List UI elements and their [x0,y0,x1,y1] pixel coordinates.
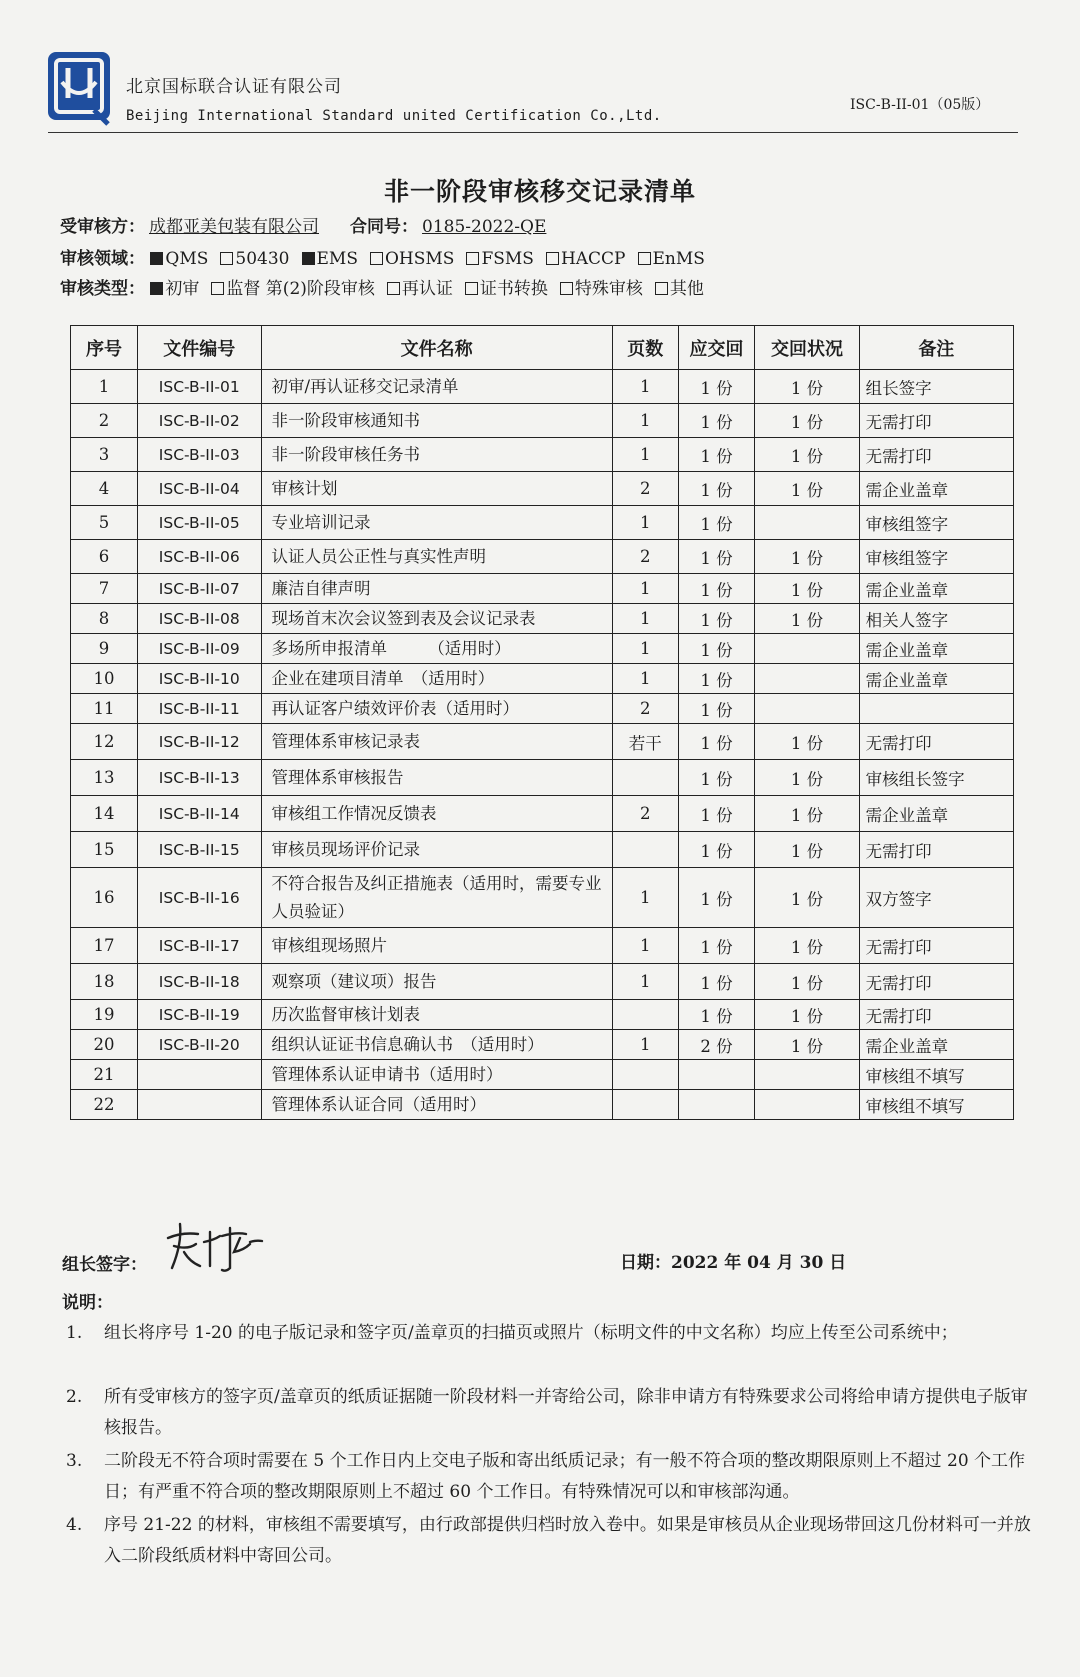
cell-remarks: 组长签字 [859,370,1013,404]
cell-returned [755,664,859,694]
cell-remarks: 审核组不填写 [859,1090,1013,1120]
audit-field-option-label: EnMS [652,249,705,269]
leader-signature-label: 组长签字： [62,1255,147,1275]
cell-seq: 6 [71,540,138,574]
cell-due: 1 份 [678,506,755,540]
audit-type-line [60,274,716,299]
cell-file-name: 非一阶段审核任务书 [261,438,612,472]
cell-due: 2 份 [678,1030,755,1060]
table-row [71,796,1014,832]
cell-file-name: 组织认证证书信息确认书 （适用时） [261,1030,612,1060]
header-due: 应交回 [678,326,755,370]
cell-remarks: 审核组不填写 [859,1060,1013,1090]
audit-field-option [150,249,208,269]
cell-remarks: 需企业盖章 [859,1030,1013,1060]
audit-type-option [387,279,453,299]
table-row [71,438,1014,472]
cell-seq: 8 [71,604,138,634]
cell-remarks: 审核组签字 [859,506,1013,540]
cell-remarks: 无需打印 [859,404,1013,438]
audit-field-option-label: HACCP [560,249,626,269]
cell-file-code: ISC-B-II-08 [138,604,261,634]
cell-remarks: 审核组签字 [859,540,1013,574]
note-number: 2. [66,1387,83,1407]
cell-file-code: ISC-B-II-01 [138,370,261,404]
company-name-cn: 北京国标联合认证有限公司 [126,77,342,97]
cell-file-code [138,1060,261,1090]
contract-value: 0185-2022-QE [422,217,547,237]
note-item [66,1446,1036,1508]
cell-returned [755,506,859,540]
auditee-value: 成都亚美包装有限公司 [149,217,319,237]
table-row [71,604,1014,634]
cell-seq: 20 [71,1030,138,1060]
cell-file-code: ISC-B-II-02 [138,404,261,438]
cell-remarks: 无需打印 [859,928,1013,964]
cell-file-name: 审核组工作情况反馈表 [261,796,612,832]
cell-returned [755,1060,859,1090]
cell-returned: 1 份 [755,574,859,604]
cell-file-code: ISC-B-II-09 [138,634,261,664]
audit-field-option [302,249,358,269]
unchecked-box-icon [370,252,383,265]
cell-file-name: 专业培训记录 [261,506,612,540]
audit-type-option [150,279,199,299]
cell-file-name: 管理体系审核报告 [261,760,612,796]
cell-pages [612,760,678,796]
table-row [71,506,1014,540]
cell-file-name: 初审/再认证移交记录清单 [261,370,612,404]
cell-file-code: ISC-B-II-05 [138,506,261,540]
unchecked-box-icon [211,282,224,295]
cell-due: 1 份 [678,1000,755,1030]
cell-remarks: 无需打印 [859,1000,1013,1030]
cell-due: 1 份 [678,540,755,574]
cell-pages: 1 [612,928,678,964]
document-title: 非一阶段审核移交记录清单 [383,177,696,206]
auditee-line [60,212,550,237]
table-row [71,928,1014,964]
cell-file-code: ISC-B-II-03 [138,438,261,472]
cell-seq: 16 [71,868,138,928]
cell-file-name: 现场首末次会议签到表及会议记录表 [261,604,612,634]
cell-file-name: 管理体系认证申请书（适用时） [261,1060,612,1090]
note-number: 3. [66,1451,83,1471]
cell-remarks: 需企业盖章 [859,472,1013,506]
table-row [71,404,1014,438]
cell-due: 1 份 [678,796,755,832]
unchecked-box-icon [546,252,559,265]
cell-seq: 12 [71,724,138,760]
cell-pages: 1 [612,574,678,604]
cell-remarks: 双方签字 [859,868,1013,928]
cell-returned: 1 份 [755,1000,859,1030]
audit-field-option [370,249,454,269]
table-row [71,1060,1014,1090]
note-item [66,1318,1036,1349]
audit-type-option-label: 证书转换 [479,279,548,299]
audit-field-option [220,249,289,269]
cell-seq: 10 [71,664,138,694]
cell-seq: 7 [71,574,138,604]
notes-title: 说明： [62,1293,113,1313]
company-logo [46,50,116,128]
cell-returned: 1 份 [755,832,859,868]
note-text: 二阶段无不符合项时需要在 5 个工作日内上交电子版和寄出纸质记录；有一般不符合项的整改期限原则上不超过 20 个工作日；有严重不符合项的整改期限原则上不超过 60 个工作日。有特殊情况可以和审核部沟通。 [104,1451,1026,1502]
cell-due: 1 份 [678,760,755,796]
cell-due: 1 份 [678,370,755,404]
cell-seq: 4 [71,472,138,506]
cell-remarks: 无需打印 [859,832,1013,868]
unchecked-box-icon [220,252,233,265]
audit-field-options [150,249,717,269]
audit-type-options [150,279,715,299]
cell-file-code: ISC-B-II-15 [138,832,261,868]
cell-remarks: 审核组长签字 [859,760,1013,796]
cell-remarks: 无需打印 [859,724,1013,760]
cell-pages: 1 [612,664,678,694]
note-text: 所有受审核方的签字页/盖章页的纸质证据随一阶段材料一并寄给公司，除非申请方有特殊要求公司将给申请方提供电子版审核报告。 [104,1387,1028,1438]
cell-seq: 3 [71,438,138,472]
table-row [71,832,1014,868]
cell-file-name: 审核组现场照片 [261,928,612,964]
audit-type-option [655,279,704,299]
cell-returned: 1 份 [755,604,859,634]
table-body [71,370,1014,1120]
cell-due [678,1090,755,1120]
cell-remarks: 需企业盖章 [859,574,1013,604]
table-row [71,1000,1014,1030]
cell-pages: 2 [612,694,678,724]
cell-seq: 13 [71,760,138,796]
cell-due: 1 份 [678,472,755,506]
cell-returned: 1 份 [755,438,859,472]
cell-seq: 9 [71,634,138,664]
records-table [70,325,1014,1120]
cell-pages: 1 [612,438,678,472]
table-row [71,964,1014,1000]
note-number: 4. [66,1515,83,1535]
cell-file-code: ISC-B-II-16 [138,868,261,928]
table-row [71,868,1014,928]
cell-file-code: ISC-B-II-18 [138,964,261,1000]
unchecked-box-icon [638,252,651,265]
unchecked-box-icon [655,282,668,295]
cell-due: 1 份 [678,868,755,928]
table-row [71,1090,1014,1120]
table-header-row [71,326,1014,370]
cell-returned: 1 份 [755,796,859,832]
header-remarks: 备注 [859,326,1013,370]
cell-file-name: 管理体系审核记录表 [261,724,612,760]
cell-returned: 1 份 [755,964,859,1000]
auditee-label: 受审核方： [60,217,145,237]
cell-pages: 1 [612,634,678,664]
header-pages: 页数 [612,326,678,370]
cell-due [678,1060,755,1090]
audit-field-option [638,249,705,269]
table-row [71,634,1014,664]
cell-seq: 5 [71,506,138,540]
date-line: 日期：2022 年 04 月 30 日 [620,1253,847,1273]
audit-type-option-label: 特殊审核 [574,279,643,299]
audit-field-label: 审核领域： [60,249,145,269]
cell-due: 1 份 [678,438,755,472]
cell-file-code: ISC-B-II-10 [138,664,261,694]
cell-pages: 1 [612,868,678,928]
header-divider [48,132,1018,133]
note-number: 1. [66,1323,83,1343]
table-row [71,370,1014,404]
cell-pages: 1 [612,1030,678,1060]
cell-returned: 1 份 [755,472,859,506]
cell-seq: 18 [71,964,138,1000]
cell-file-code: ISC-B-II-19 [138,1000,261,1030]
cell-file-name: 审核计划 [261,472,612,506]
cell-file-code: ISC-B-II-20 [138,1030,261,1060]
audit-field-option [466,249,534,269]
table-row [71,574,1014,604]
cell-returned [755,694,859,724]
checked-box-icon [150,252,163,265]
cell-returned: 1 份 [755,540,859,574]
cell-seq: 15 [71,832,138,868]
cell-file-code [138,1090,261,1120]
cell-file-name: 廉洁自律声明 [261,574,612,604]
audit-type-label: 审核类型： [60,279,145,299]
cell-remarks: 需企业盖章 [859,796,1013,832]
header-returned: 交回状况 [755,326,859,370]
cell-returned [755,634,859,664]
cell-seq: 2 [71,404,138,438]
cell-due: 1 份 [678,604,755,634]
cell-file-name: 审核员现场评价记录 [261,832,612,868]
note-text: 组长将序号 1-20 的电子版记录和签字页/盖章页的扫描页或照片（标明文件的中文名称）均应上传至公司系统中； [104,1323,958,1343]
cell-remarks: 无需打印 [859,438,1013,472]
cell-file-name: 管理体系认证合同（适用时） [261,1090,612,1120]
cell-pages: 2 [612,796,678,832]
audit-field-line [60,244,717,269]
cell-due: 1 份 [678,694,755,724]
cell-seq: 21 [71,1060,138,1090]
cell-due: 1 份 [678,574,755,604]
contract-label: 合同号： [350,217,419,237]
cell-remarks [859,694,1013,724]
audit-type-option-label: 初审 [165,279,200,299]
cell-pages [612,1000,678,1030]
audit-field-option [546,249,626,269]
cell-file-name: 多场所申报清单 （适用时） [261,634,612,664]
cell-remarks: 需企业盖章 [859,664,1013,694]
cell-seq: 19 [71,1000,138,1030]
cell-file-code: ISC-B-II-11 [138,694,261,724]
header-file-code: 文件编号 [138,326,261,370]
audit-field-option-label: FSMS [481,249,534,269]
unchecked-box-icon [387,282,400,295]
cell-pages: 1 [612,964,678,1000]
document-code: ISC-B-II-01（05版） [850,97,990,113]
cell-file-code: ISC-B-II-07 [138,574,261,604]
cell-pages: 1 [612,604,678,634]
cell-file-code: ISC-B-II-17 [138,928,261,964]
cell-pages [612,1060,678,1090]
note-item [66,1510,1036,1572]
audit-type-option [211,279,374,299]
audit-type-option-label: 监督 第(2)阶段审核 [226,279,375,299]
unchecked-box-icon [465,282,478,295]
cell-file-code: ISC-B-II-12 [138,724,261,760]
cell-due: 1 份 [678,724,755,760]
company-name-en: Beijing International Standard united Certification Co.,Ltd. [126,108,662,124]
cell-pages [612,1090,678,1120]
table-row [71,472,1014,506]
audit-field-option-label: 50430 [235,249,290,269]
table-row [71,664,1014,694]
cell-returned: 1 份 [755,928,859,964]
cell-pages: 1 [612,404,678,438]
unchecked-box-icon [560,282,573,295]
unchecked-box-icon [466,252,479,265]
cell-returned: 1 份 [755,760,859,796]
table-row [71,694,1014,724]
cell-returned: 1 份 [755,370,859,404]
audit-type-option [560,279,643,299]
handwritten-signature [160,1216,270,1276]
cell-file-code: ISC-B-II-13 [138,760,261,796]
audit-type-option [465,279,548,299]
cell-file-name: 观察项（建议项）报告 [261,964,612,1000]
table-row [71,1030,1014,1060]
header-file-name: 文件名称 [261,326,612,370]
checked-box-icon [302,252,315,265]
cell-seq: 22 [71,1090,138,1120]
audit-field-option-label: OHSMS [384,249,455,269]
cell-pages: 2 [612,540,678,574]
cell-pages: 若干 [612,724,678,760]
cell-due: 1 份 [678,634,755,664]
cell-due: 1 份 [678,832,755,868]
cell-due: 1 份 [678,664,755,694]
cell-due: 1 份 [678,964,755,1000]
cell-pages: 1 [612,370,678,404]
cell-returned: 1 份 [755,404,859,438]
audit-type-option-label: 其他 [669,279,704,299]
cell-pages: 1 [612,506,678,540]
table-row [71,540,1014,574]
note-text: 序号 21-22 的材料，审核组不需要填写，由行政部提供归档时放入卷中。如果是审核员从企业现场带回这几份材料可一并放入二阶段纸质材料中寄回公司。 [104,1515,1031,1566]
cell-file-code: ISC-B-II-14 [138,796,261,832]
audit-field-option-label: QMS [165,249,209,269]
cell-seq: 17 [71,928,138,964]
cell-returned [755,1090,859,1120]
audit-type-option-label: 再认证 [401,279,453,299]
note-item [66,1382,1036,1444]
cell-pages [612,832,678,868]
table-row [71,760,1014,796]
cell-remarks: 相关人签字 [859,604,1013,634]
cell-file-name: 不符合报告及纠正措施表（适用时，需要专业人员验证） [261,868,612,928]
cell-file-name: 再认证客户绩效评价表（适用时） [261,694,612,724]
checked-box-icon [150,282,163,295]
cell-seq: 1 [71,370,138,404]
cell-due: 1 份 [678,404,755,438]
cell-seq: 11 [71,694,138,724]
header-seq: 序号 [71,326,138,370]
cell-remarks: 需企业盖章 [859,634,1013,664]
cell-returned: 1 份 [755,868,859,928]
audit-field-option-label: EMS [316,249,358,269]
table-row [71,724,1014,760]
cell-file-code: ISC-B-II-06 [138,540,261,574]
cell-file-name: 认证人员公正性与真实性声明 [261,540,612,574]
cell-seq: 14 [71,796,138,832]
cell-pages: 2 [612,472,678,506]
cell-file-name: 企业在建项目清单 （适用时） [261,664,612,694]
cell-file-code: ISC-B-II-04 [138,472,261,506]
cell-remarks: 无需打印 [859,964,1013,1000]
cell-returned: 1 份 [755,1030,859,1060]
cell-returned: 1 份 [755,724,859,760]
cell-due: 1 份 [678,928,755,964]
cell-file-name: 历次监督审核计划表 [261,1000,612,1030]
cell-file-name: 非一阶段审核通知书 [261,404,612,438]
